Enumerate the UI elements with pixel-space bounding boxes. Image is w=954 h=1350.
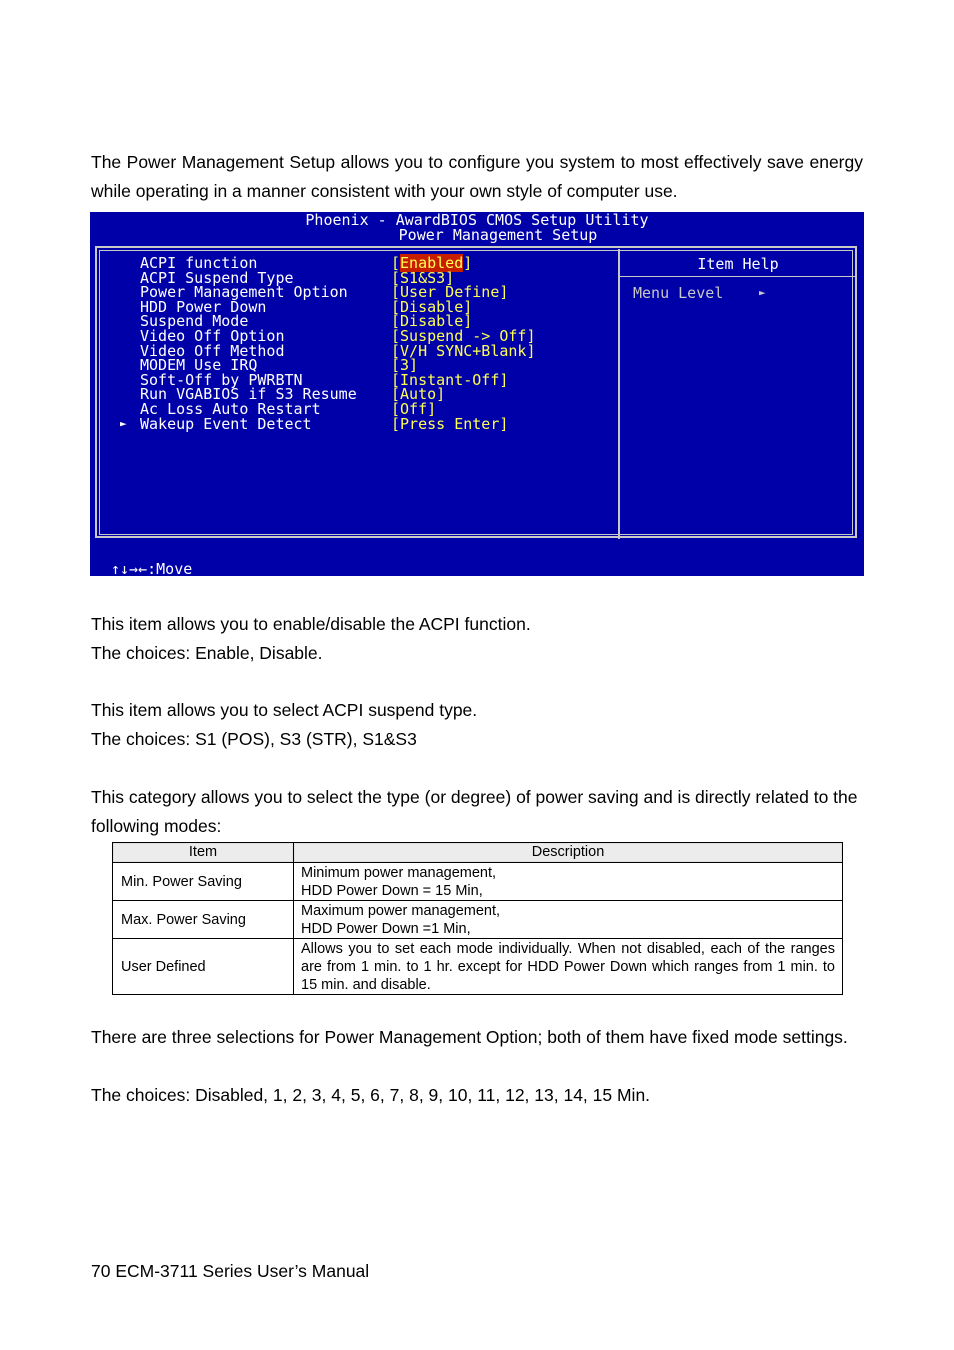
table-row — [113, 939, 843, 995]
hdd-power-down-choices: The choices: Disabled, 1, 2, 3, 4, 5, 6, 7, 8, 9, 10, 11, 12, 13, 14, 15 Min. — [91, 1085, 651, 1105]
bios-item-label: Video Off Method — [140, 341, 285, 360]
bios-item-value[interactable]: [Off] — [391, 400, 437, 418]
intro-paragraph: The Power Management Setup allows you to configure you system to most effectively save energy while operating in a manner consistent with your own style of computer use. — [91, 152, 863, 201]
table-header-row — [113, 843, 843, 863]
bios-item-value[interactable]: [Auto] — [391, 385, 446, 404]
submenu-arrow-icon: ► — [120, 416, 127, 430]
bios-item-value[interactable]: [Suspend -> Off] — [391, 327, 536, 345]
table-cell-description: Minimum power management, HDD Power Down = 15 Min, — [294, 863, 843, 901]
acpi-suspend-desc: This item allows you to select ACPI suspend type. — [91, 700, 478, 720]
bios-screenshot — [90, 212, 864, 576]
bios-item-label: Power Management Option — [140, 283, 348, 302]
bios-item-label: Wakeup Event Detect — [140, 414, 312, 433]
page-footer: 70 ECM-3711 Series User’s Manual — [91, 1261, 370, 1281]
bios-item-value[interactable]: [S1&S3] — [391, 268, 455, 287]
table-row — [113, 901, 843, 939]
power-modes-table — [112, 842, 843, 995]
bios-item-label: Run VGABIOS if S3 Resume — [140, 385, 357, 404]
bios-divider — [618, 249, 620, 539]
acpi-function-choices: The choices: Enable, Disable. — [91, 643, 323, 663]
table-cell-description: Maximum power management, HDD Power Down =1 Min, — [294, 901, 843, 939]
bios-title: Phoenix - AwardBIOS CMOS Setup Utility — [305, 212, 649, 229]
bios-item-label: Soft-Off by PWRBTN — [140, 370, 303, 389]
acpi-suspend-choices: The choices: S1 (POS), S3 (STR), S1&S3 — [91, 729, 417, 749]
bios-item-value[interactable]: [3] — [391, 356, 419, 375]
selected-value-highlight[interactable]: Enabled — [400, 254, 464, 272]
table-cell-item: Min. Power Saving — [113, 863, 294, 901]
bios-item-value[interactable]: [V/H SYNC+Blank] — [391, 341, 536, 360]
bios-subtitle: Power Management Setup — [398, 226, 598, 244]
table-cell-description: Allows you to set each mode individually. When not disabled, each of the ranges are from 1 min. to 1 hr. except for HDD Power Down which ranges from 1 min. to 15 min. and disable. — [294, 939, 843, 995]
table-row — [113, 863, 843, 901]
table-cell-item: Max. Power Saving — [113, 901, 294, 939]
help-divider — [620, 276, 856, 277]
bios-item-value[interactable]: [Disable] — [391, 312, 473, 331]
hdd-power-down-desc: There are three selections for Power Management Option; both of them have fixed mode settings. — [91, 1027, 848, 1047]
bios-item-label: HDD Power Down — [140, 297, 267, 316]
item-help-title: Item Help — [697, 255, 779, 273]
bios-item-label: Ac Loss Auto Restart — [140, 400, 321, 418]
bios-item-value[interactable]: [Instant-Off] — [391, 370, 509, 389]
bios-item-value[interactable]: [User Define] — [391, 283, 509, 302]
table-header-item: Item — [113, 843, 294, 863]
table-header-description: Description — [294, 843, 843, 863]
bios-item-label: ACPI function — [140, 254, 258, 272]
key-move: ↑↓→←:Move — [111, 559, 193, 576]
power-mgmt-desc: This category allows you to select the type (or degree) of power saving and is directly related to the following modes: — [91, 787, 858, 836]
bios-footer-row-2 — [90, 559, 864, 576]
bios-item-label: ACPI Suspend Type — [140, 268, 294, 287]
acpi-function-desc: This item allows you to enable/disable the ACPI function. — [91, 614, 531, 634]
bios-item-label: Video Off Option — [140, 327, 285, 345]
bios-item-value[interactable]: [Press Enter] — [391, 414, 509, 433]
bios-item-value[interactable]: [Disable] — [391, 297, 473, 316]
bios-item-value[interactable]: [Enabled] — [391, 254, 473, 272]
table-cell-item: User Defined — [113, 939, 294, 995]
menu-level-text: Menu Level — [633, 284, 724, 302]
bios-item-label: MODEM Use IRQ — [140, 356, 258, 375]
menu-level-arrow-icon: ► — [759, 286, 766, 299]
bios-item-label: Suspend Mode — [140, 312, 249, 331]
